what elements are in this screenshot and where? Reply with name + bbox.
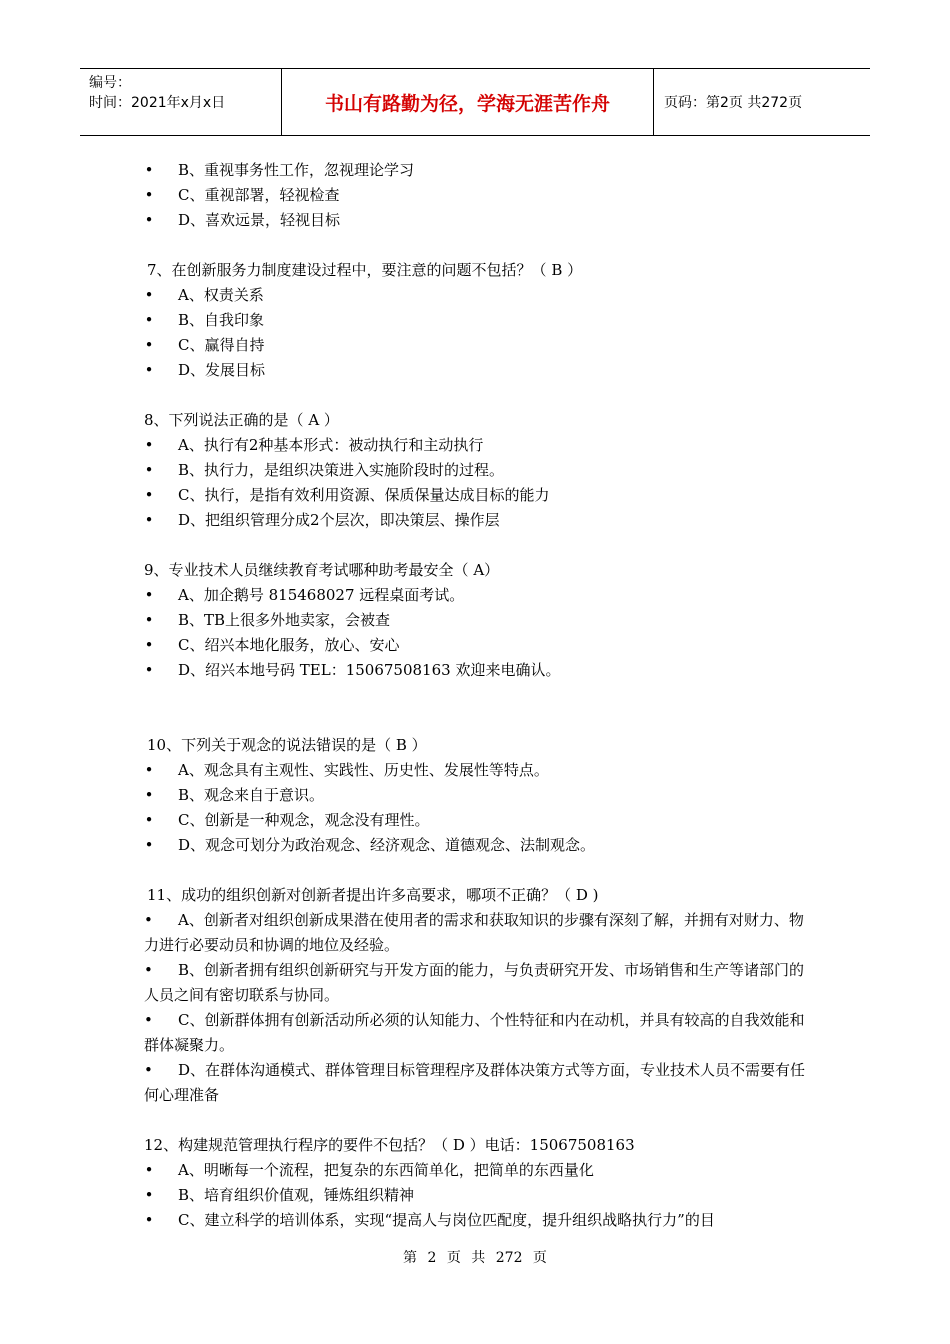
bullet-icon: • [144,461,154,479]
bullet-icon: • [144,286,154,304]
list-item: • B、自我印象 [144,308,809,333]
bullet-icon: • [144,486,154,504]
list-item: • C、重视部署，轻视检查 [144,183,809,208]
bullet-icon: • [144,1186,154,1204]
bullet-icon: • [144,661,154,679]
bullet-icon: • [144,211,154,229]
number-label: 编号： [89,75,131,91]
bullet-icon: • [144,811,154,829]
header-page-label: 页码：第2页 共272页 [664,95,803,111]
bullet-icon: • [144,611,154,629]
list-item: • D、绍兴本地号码 TEL：15067508163 欢迎来电确认。 [144,658,809,683]
list-item: • D、发展目标 [144,358,809,383]
bullet-icon: • [144,361,154,379]
question-9: 9、专业技术人员继续教育考试哪种助考最安全（ A） [144,561,500,579]
list-item: • B、执行力，是组织决策进入实施阶段时的过程。 [144,458,809,483]
question-10: 10、下列关于观念的说法错误的是（ B ） [147,736,427,754]
bullet-icon: • [144,761,154,779]
bullet-icon: • [144,1061,153,1079]
bullet-icon: • [144,961,153,979]
bullet-icon: • [144,161,154,179]
list-item: • A、观念具有主观性、实践性、历史性、发展性等特点。 [144,758,809,783]
list-item: • D、把组织管理分成2个层次，即决策层、操作层 [144,508,809,533]
list-item: • D、观念可划分为政治观念、经济观念、道德观念、法制观念。 [144,833,809,858]
list-item: • C、赢得自持 [144,333,809,358]
bullet-icon: • [144,586,154,604]
bullet-icon: • [144,311,154,329]
bullet-icon: • [144,336,154,354]
page-header [80,68,870,136]
list-item: • B、重视事务性工作，忽视理论学习 [144,158,809,183]
date-label: 时间：2021年x月x日 [89,95,226,111]
list-item: • B、培育组织价值观，锤炼组织精神 [144,1183,809,1208]
bullet-icon: • [144,186,154,204]
list-item: • C、建立科学的培训体系，实现“提高人与岗位匹配度，提升组织战略执行力”的目 [144,1208,809,1233]
bullet-icon: • [144,436,154,454]
bullet-icon: • [144,1011,153,1029]
bullet-icon: • [144,511,154,529]
page-footer: 第 2 页 共 272 页 [403,1250,547,1266]
document-body [144,158,809,1233]
bullet-icon: • [144,1211,154,1229]
header-motto: 书山有路勤为径，学海无涯苦作舟 [282,69,654,135]
question-7: 7、在创新服务力制度建设过程中，要注意的问题不包括？（ B ） [147,261,583,279]
question-8: 8、下列说法正确的是（ A ） [144,411,339,429]
list-item: • B、观念来自于意识。 [144,783,809,808]
list-item: • D、喜欢远景，轻视目标 [144,208,809,233]
list-item: • A、明晰每一个流程，把复杂的东西简单化，把简单的东西量化 [144,1158,809,1183]
list-item: • D、在群体沟通模式、群体管理目标管理程序及群体决策方式等方面，专业技术人员不需要有任何心理准备 [144,1058,809,1108]
list-item: • C、绍兴本地化服务，放心、安心 [144,633,809,658]
header-meta [80,69,282,135]
list-item: • A、执行有2种基本形式：被动执行和主动执行 [144,433,809,458]
question-11: 11、成功的组织创新对创新者提出许多高要求，哪项不正确？（ D ) [147,886,599,904]
list-item: • B、TB上很多外地卖家，会被查 [144,608,809,633]
list-item: • C、创新群体拥有创新活动所必须的认知能力、个性特征和内在动机，并具有较高的自我效能和群体凝聚力。 [144,1008,809,1058]
bullet-icon: • [144,911,153,929]
list-item: • C、创新是一种观念，观念没有理性。 [144,808,809,833]
list-item: • A、加企鹅号 815468027 远程桌面考试。 [144,583,809,608]
list-item: • B、创新者拥有组织创新研究与开发方面的能力，与负责研究开发、市场销售和生产等诸部门的人员之间有密切联系与协同。 [144,958,809,1008]
list-item: • A、权责关系 [144,283,809,308]
bullet-icon: • [144,1161,154,1179]
list-item: • A、创新者对组织创新成果潜在使用者的需求和获取知识的步骤有深刻了解，并拥有对财力、物力进行必要动员和协调的地位及经验。 [144,908,809,958]
question-12: 12、构建规范管理执行程序的要件不包括？（ D ）电话：15067508163 [144,1136,635,1154]
bullet-icon: • [144,786,154,804]
bullet-icon: • [144,836,154,854]
list-item: • C、执行，是指有效利用资源、保质保量达成目标的能力 [144,483,809,508]
bullet-icon: • [144,636,154,654]
